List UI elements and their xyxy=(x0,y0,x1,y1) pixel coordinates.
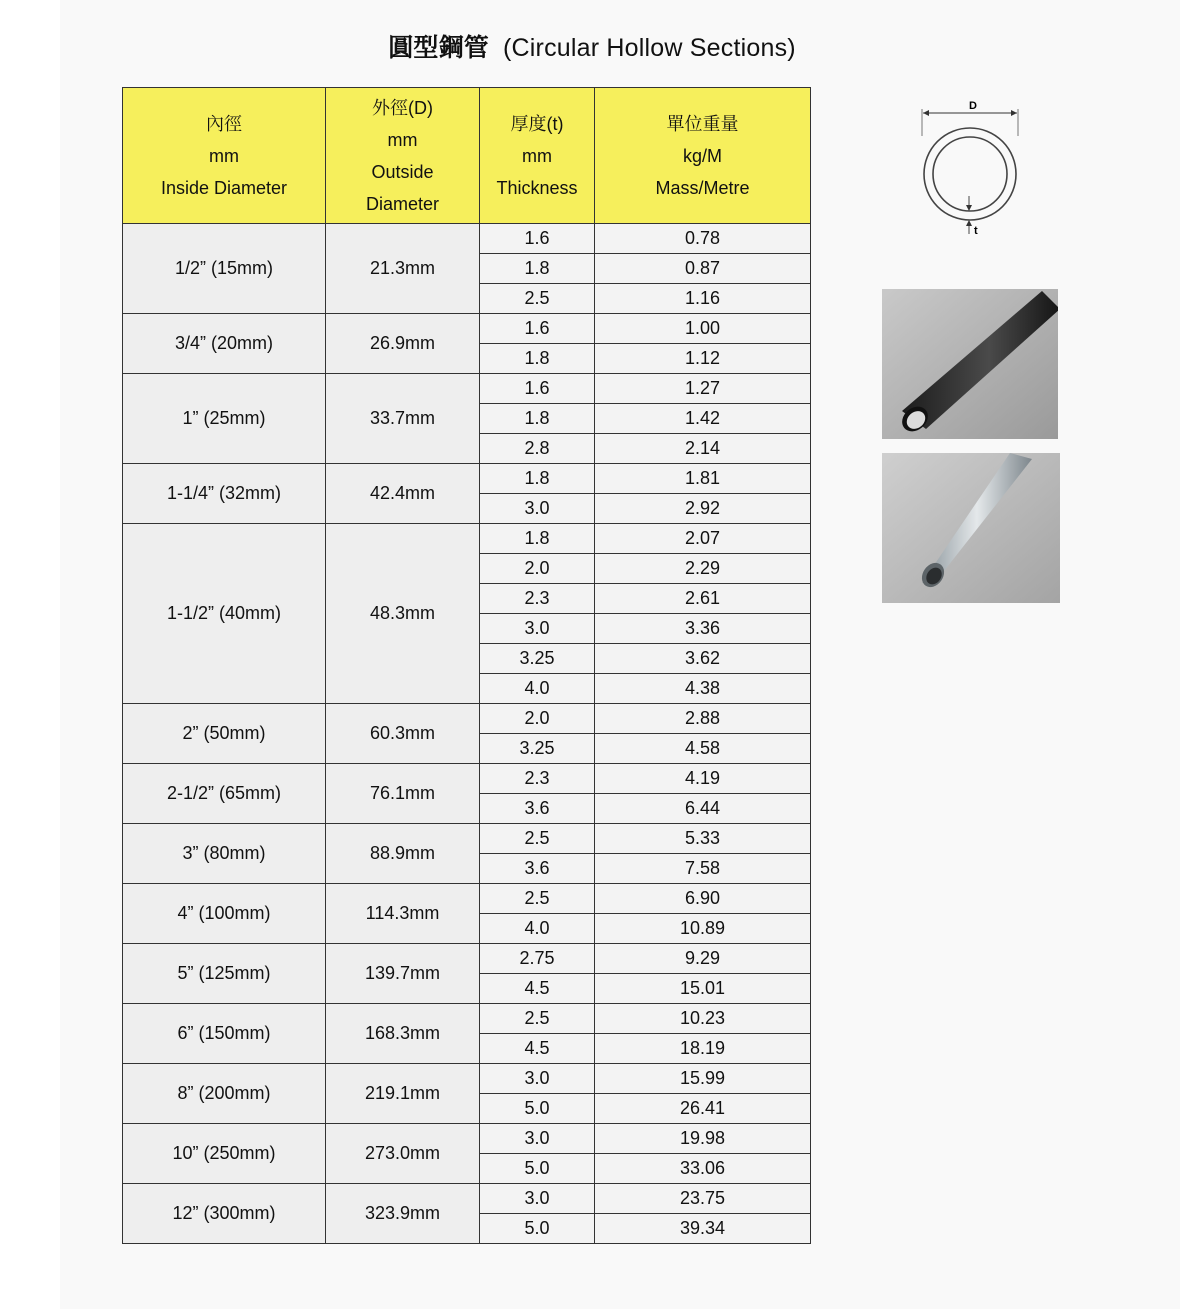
mass-per-metre-cell: 1.81 xyxy=(595,464,811,494)
arrow-left-icon xyxy=(923,110,929,116)
title-english: (Circular Hollow Sections) xyxy=(503,34,796,62)
thickness-cell: 2.8 xyxy=(480,434,595,464)
table-row xyxy=(123,764,811,794)
mass-per-metre-cell: 4.38 xyxy=(595,674,811,704)
thickness-cell: 3.25 xyxy=(480,734,595,764)
mass-per-metre-cell: 5.33 xyxy=(595,824,811,854)
outside-diameter-cell: 273.0mm xyxy=(326,1124,480,1184)
mass-per-metre-cell: 2.29 xyxy=(595,554,811,584)
inside-diameter-cell: 3” (80mm) xyxy=(123,824,326,884)
inside-diameter-cell: 1” (25mm) xyxy=(123,374,326,464)
mass-per-metre-cell: 1.27 xyxy=(595,374,811,404)
thickness-cell: 3.25 xyxy=(480,644,595,674)
thickness-arrow-up-icon xyxy=(966,220,972,226)
table-row xyxy=(123,1064,811,1094)
mass-per-metre-cell: 4.58 xyxy=(595,734,811,764)
mass-per-metre-cell: 3.36 xyxy=(595,614,811,644)
table-row xyxy=(123,374,811,404)
thickness-cell: 5.0 xyxy=(480,1094,595,1124)
table-body xyxy=(123,224,811,1244)
thickness-cell: 3.6 xyxy=(480,794,595,824)
outside-diameter-cell: 60.3mm xyxy=(326,704,480,764)
mass-per-metre-cell: 26.41 xyxy=(595,1094,811,1124)
thickness-cell: 2.5 xyxy=(480,884,595,914)
inside-diameter-cell: 1/2” (15mm) xyxy=(123,224,326,314)
pipe-section-diagram xyxy=(905,96,1035,240)
thickness-cell: 1.8 xyxy=(480,404,595,434)
mass-per-metre-cell: 9.29 xyxy=(595,944,811,974)
header-mass-per-metre: 單位重量 kg/M Mass/Metre xyxy=(595,88,811,224)
header-outside-diameter: 外徑(D) mm Outside Diameter xyxy=(326,88,480,224)
thickness-cell: 3.0 xyxy=(480,614,595,644)
black-steel-pipe-photo xyxy=(882,289,1058,439)
thickness-cell: 5.0 xyxy=(480,1154,595,1184)
thickness-cell: 4.0 xyxy=(480,914,595,944)
thickness-cell: 2.0 xyxy=(480,554,595,584)
galvanized-steel-pipe-photo xyxy=(882,453,1060,603)
outside-diameter-cell: 139.7mm xyxy=(326,944,480,1004)
table-row xyxy=(123,824,811,854)
mass-per-metre-cell: 3.62 xyxy=(595,644,811,674)
table-row xyxy=(123,524,811,554)
arrow-right-icon xyxy=(1011,110,1017,116)
mass-per-metre-cell: 19.98 xyxy=(595,1124,811,1154)
mass-per-metre-cell: 2.07 xyxy=(595,524,811,554)
mass-per-metre-cell: 1.12 xyxy=(595,344,811,374)
mass-per-metre-cell: 1.16 xyxy=(595,284,811,314)
mass-per-metre-cell: 2.88 xyxy=(595,704,811,734)
table-header-row xyxy=(123,88,811,224)
mass-per-metre-cell: 39.34 xyxy=(595,1214,811,1244)
mass-per-metre-cell: 15.01 xyxy=(595,974,811,1004)
mass-per-metre-cell: 15.99 xyxy=(595,1064,811,1094)
thickness-cell: 2.0 xyxy=(480,704,595,734)
mass-per-metre-cell: 18.19 xyxy=(595,1034,811,1064)
inside-diameter-cell: 5” (125mm) xyxy=(123,944,326,1004)
outside-diameter-cell: 323.9mm xyxy=(326,1184,480,1244)
mass-per-metre-cell: 10.23 xyxy=(595,1004,811,1034)
outside-diameter-cell: 88.9mm xyxy=(326,824,480,884)
thickness-cell: 4.5 xyxy=(480,1034,595,1064)
diameter-label: D xyxy=(969,100,977,112)
mass-per-metre-cell: 0.87 xyxy=(595,254,811,284)
inside-diameter-cell: 2-1/2” (65mm) xyxy=(123,764,326,824)
header-thickness: 厚度(t) mm Thickness xyxy=(480,88,595,224)
outside-diameter-cell: 76.1mm xyxy=(326,764,480,824)
mass-per-metre-cell: 0.78 xyxy=(595,224,811,254)
table-row xyxy=(123,1004,811,1034)
table-row xyxy=(123,704,811,734)
table-row xyxy=(123,464,811,494)
mass-per-metre-cell: 1.42 xyxy=(595,404,811,434)
table-row xyxy=(123,224,811,254)
outside-diameter-cell: 33.7mm xyxy=(326,374,480,464)
thickness-cell: 1.6 xyxy=(480,314,595,344)
table-row xyxy=(123,1184,811,1214)
thickness-cell: 1.8 xyxy=(480,344,595,374)
title-chinese: 圓型鋼管 xyxy=(388,33,490,62)
thickness-label: t xyxy=(974,225,978,237)
outside-diameter-cell: 48.3mm xyxy=(326,524,480,704)
inside-diameter-cell: 1-1/2” (40mm) xyxy=(123,524,326,704)
outside-diameter-cell: 21.3mm xyxy=(326,224,480,314)
mass-per-metre-cell: 1.00 xyxy=(595,314,811,344)
mass-per-metre-cell: 33.06 xyxy=(595,1154,811,1184)
mass-per-metre-cell: 10.89 xyxy=(595,914,811,944)
thickness-cell: 4.0 xyxy=(480,674,595,704)
thickness-cell: 3.0 xyxy=(480,1124,595,1154)
thickness-cell: 2.5 xyxy=(480,1004,595,1034)
thickness-cell: 2.75 xyxy=(480,944,595,974)
mass-per-metre-cell: 6.90 xyxy=(595,884,811,914)
thickness-cell: 1.6 xyxy=(480,224,595,254)
thickness-cell: 1.8 xyxy=(480,254,595,284)
thickness-cell: 3.0 xyxy=(480,494,595,524)
mass-per-metre-cell: 4.19 xyxy=(595,764,811,794)
header-inside-diameter: 內徑 mm Inside Diameter xyxy=(123,88,326,224)
thickness-cell: 2.3 xyxy=(480,584,595,614)
mass-per-metre-cell: 2.61 xyxy=(595,584,811,614)
table-row xyxy=(123,1124,811,1154)
mass-per-metre-cell: 6.44 xyxy=(595,794,811,824)
inside-diameter-cell: 6” (150mm) xyxy=(123,1004,326,1064)
thickness-cell: 1.8 xyxy=(480,464,595,494)
thickness-cell: 2.3 xyxy=(480,764,595,794)
inside-diameter-cell: 12” (300mm) xyxy=(123,1184,326,1244)
inside-diameter-cell: 2” (50mm) xyxy=(123,704,326,764)
outside-diameter-cell: 168.3mm xyxy=(326,1004,480,1064)
outside-diameter-cell: 42.4mm xyxy=(326,464,480,524)
mass-per-metre-cell: 2.14 xyxy=(595,434,811,464)
thickness-cell: 3.6 xyxy=(480,854,595,884)
thickness-cell: 5.0 xyxy=(480,1214,595,1244)
inside-diameter-cell: 1-1/4” (32mm) xyxy=(123,464,326,524)
table-row xyxy=(123,944,811,974)
thickness-cell: 3.0 xyxy=(480,1184,595,1214)
thickness-cell: 4.5 xyxy=(480,974,595,1004)
mass-per-metre-cell: 7.58 xyxy=(595,854,811,884)
pipe-spec-table xyxy=(122,87,811,1244)
mass-per-metre-cell: 23.75 xyxy=(595,1184,811,1214)
thickness-cell: 3.0 xyxy=(480,1064,595,1094)
inside-diameter-cell: 3/4” (20mm) xyxy=(123,314,326,374)
outside-diameter-cell: 114.3mm xyxy=(326,884,480,944)
inside-diameter-cell: 4” (100mm) xyxy=(123,884,326,944)
thickness-cell: 2.5 xyxy=(480,824,595,854)
thickness-cell: 1.6 xyxy=(480,374,595,404)
inside-diameter-cell: 8” (200mm) xyxy=(123,1064,326,1124)
mass-per-metre-cell: 2.92 xyxy=(595,494,811,524)
inner-circle xyxy=(933,137,1007,211)
outside-diameter-cell: 26.9mm xyxy=(326,314,480,374)
page-title xyxy=(0,28,1184,64)
outside-diameter-cell: 219.1mm xyxy=(326,1064,480,1124)
thickness-cell: 1.8 xyxy=(480,524,595,554)
inside-diameter-cell: 10” (250mm) xyxy=(123,1124,326,1184)
table-row xyxy=(123,314,811,344)
thickness-cell: 2.5 xyxy=(480,284,595,314)
table-row xyxy=(123,884,811,914)
